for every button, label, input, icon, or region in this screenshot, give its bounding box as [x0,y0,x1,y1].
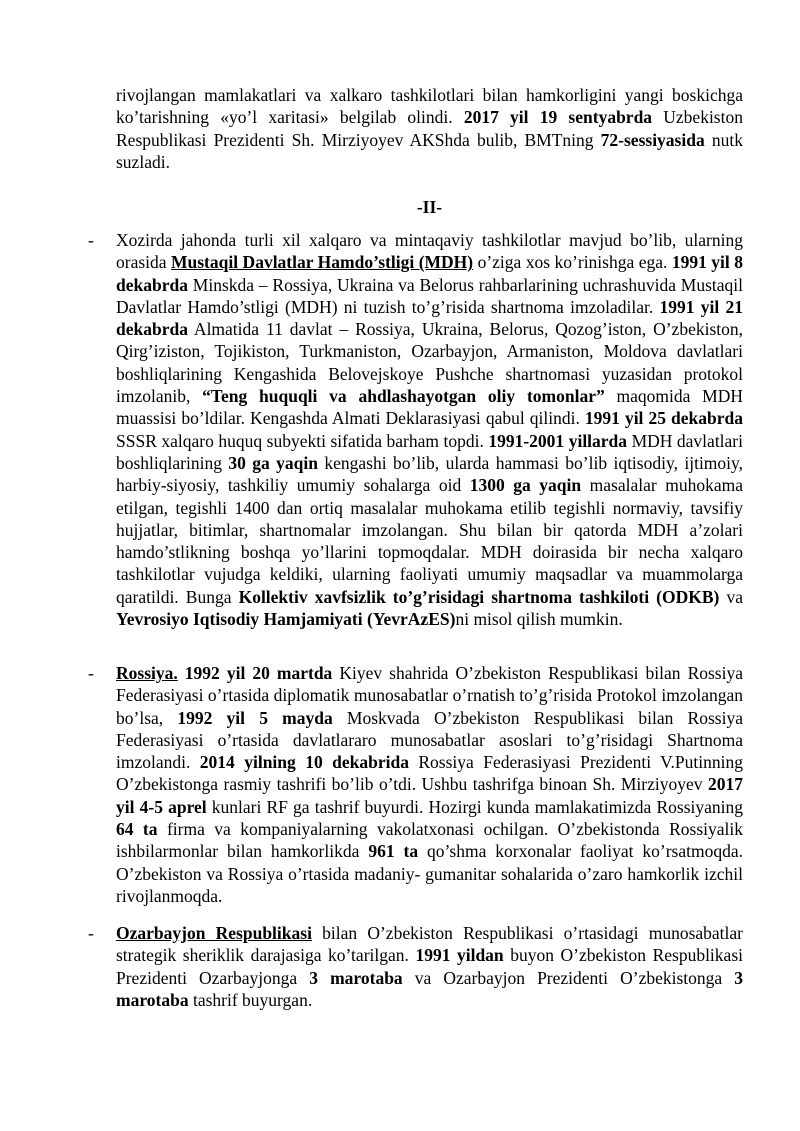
bold-number: 30 ga yaqin [228,452,318,473]
text-run: SSSR xalqaro huquq subyekti sifatida barham topdi. [116,430,489,451]
text-run: MDH davlatlari boshliqlarining [116,430,743,473]
text-run: qo’shma korxonalar faoliyat ko’rsatmoqda. O’zbekiston va Rossiya o’rtasida madaniy- gumanitar sohalarida o’zaro hamkorlik izchil rivojlanmoqda. [116,841,743,906]
intro-paragraph [116,84,743,173]
text-run: o’ziga xos ko’rinishga ega. [473,252,672,273]
text-run: maqomida MDH muassisi bo’ldilar. Kengashda Almati Deklarasiyasi qabul qilindi. [116,386,743,429]
bold-date: 1991 yil 8 dekabrda [116,252,743,295]
bold-date: 2014 yilning 10 dekabrida [199,752,409,773]
text-run: kengashi bo’lib, ularda hammasi bo’lib iqtisodiy, ijtimoiy, harbiy-siyosiy, tashkiliy umumiy sohalarga oid [116,452,744,496]
text-run: Uzbekiston Respublikasi Prezidenti Sh. Mirziyoyev AKShda bulib, BMTning [116,107,743,150]
bullet-dash: - [88,923,94,943]
bold-number: 1300 ga yaqin [469,475,582,496]
text-run: tashrif buyurgan. [188,989,313,1010]
text-run: nutk suzladi. [116,129,743,172]
text-run: Xozirda jahonda turli xil xalqaro va mintaqaviy tashkilotlar mavjud bo’lib, ularning orasida [116,230,743,273]
text-run [178,663,185,683]
bold-organization: Yevrosiyo Iqtisodiy Hamjamiyati (YevrAzES) [116,609,456,630]
bold-date: 1991 yil 21 dekabrda [116,296,743,340]
text-run: buyon O’zbekiston Respublikasi Prezidenti Ozarbayjonga [116,945,743,988]
bold-number: 3 marotaba [309,967,403,988]
bold-date: 2017 yil 19 sentyabrda [463,107,653,128]
text-run: Kiyev shahrida O’zbekiston Respublikasi bilan Rossiya Federasiyasi o’rtasida diplomatik munosabatlar o’rnatish to’g’risida Protokol imzolangan bo’lsa, [116,663,743,728]
text-run: Rossiya Federasiyasi Prezidenti V.Putinning O’zbekistonga rasmiy tashrifi bo’lib o’tdi. Ushbu tashrifga binoan Sh. Mirziyoyev [116,752,744,795]
underlined-term: Mustaqil Davlatlar Hamdo’stligi (MDH) [171,252,474,273]
paragraph-ozarbayjon [116,922,743,1011]
bullet-dash: - [88,230,94,250]
bold-date: 2017 yil 4-5 aprel [116,774,743,817]
text-run: firma va kompaniyalarning vakolatxonasi ochilgan. O’zbekistonda Rossiyalik ishbilarmonlar bilan hamkorlikda [116,819,744,862]
text-run: Almatida 11 davlat – Rossiya, Ukraina, Belorus, Qozog’iston, O’zbekiston, Qirg’iziston, Tojikiston, Turkmaniston, Ozarbayjon, Armaniston, Moldova davlatlari boshliqlarining Kengashida Belovejskoye Pushche shartnomasi yuzasidan protokol imzolanib, [116,319,743,407]
text-run: Minskda – Rossiya, Ukraina va Belorus rahbarlarining uchrashuvida Mustaqil Davlatlar Hamdo’stligi (MDH) ni tuzish to’g’risida shartnoma imzoladilar. [116,274,743,317]
bold-number: 64 ta [116,819,158,840]
bold-organization: Kollektiv xavfsizlik to’g’risidagi shartnoma tashkiloti (ODKB) [238,586,720,607]
text-run: masalalar muhokama etilgan, tegishli 1400 dan ortiq masalalar muhokama etilib tegishli normaviy, tavsifiy hujjatlar, bitimlar, shartnomalar imzolangan. Shu bilan bir qatorda MDH a’zolari hamdo’stlikning boshqa yo’llarini topmoqdalar. MDH doirasida bir necha xalqaro tashkilotlar vujudga keldiki, ularning faoliyati umumiy maqsadlar va muammolarga qaratildi. Bunga [116,475,743,607]
section-heading: -II- [416,197,443,217]
bold-text: 72-sessiyasida [600,129,705,150]
underlined-term: Ozarbayjon Respublikasi [116,923,312,943]
bold-date: 1991-2001 yillarda [488,430,628,451]
text-run: bilan O’zbekiston Respublikasi o’rtasidagi munosabatlar strategik sheriklik darajasiga ko’tarilgan. [116,923,743,966]
text-run: kunlari RF ga tashrif buyurdi. Hozirgi kunda mamlakatimizda Rossiyaning [206,796,743,817]
text-run: rivojlangan mamlakatlari va xalkaro tashkilotlari bilan hamkorligini yangi boskichga ko’tarishning «yo’l xaritasi» belgilab olindi. [116,85,743,128]
bold-quote: “Teng huquqli va ahdlashayotgan oliy tomonlar” [202,386,605,407]
bold-number: 3 marotaba [116,967,743,1010]
bullet-dash: - [88,663,94,683]
paragraph-rossiya [116,662,743,907]
bold-date: 1992 yil 5 mayda [177,707,333,728]
bold-date: 1991 yil 25 dekabrda [584,408,743,429]
paragraph-mdh [116,229,743,630]
bold-date: 1991 yildan [415,945,504,966]
text-run: va Ozarbayjon Prezidenti O’zbekistonga [402,967,735,988]
text-run: va [719,586,743,607]
bold-number: 961 ta [368,841,419,862]
text-run: Moskvada O’zbekiston Respublikasi bilan Rossiya Federasiyasi o’rtasida davlatlararo munosabatlar asoslari to’g’risidagi Shartnoma imzolandi. [116,707,743,773]
underlined-term: Rossiya. [116,663,178,683]
bold-date: 1992 yil 20 martda [184,663,333,683]
text-run: ni misol qilish mumkin. [455,609,623,630]
